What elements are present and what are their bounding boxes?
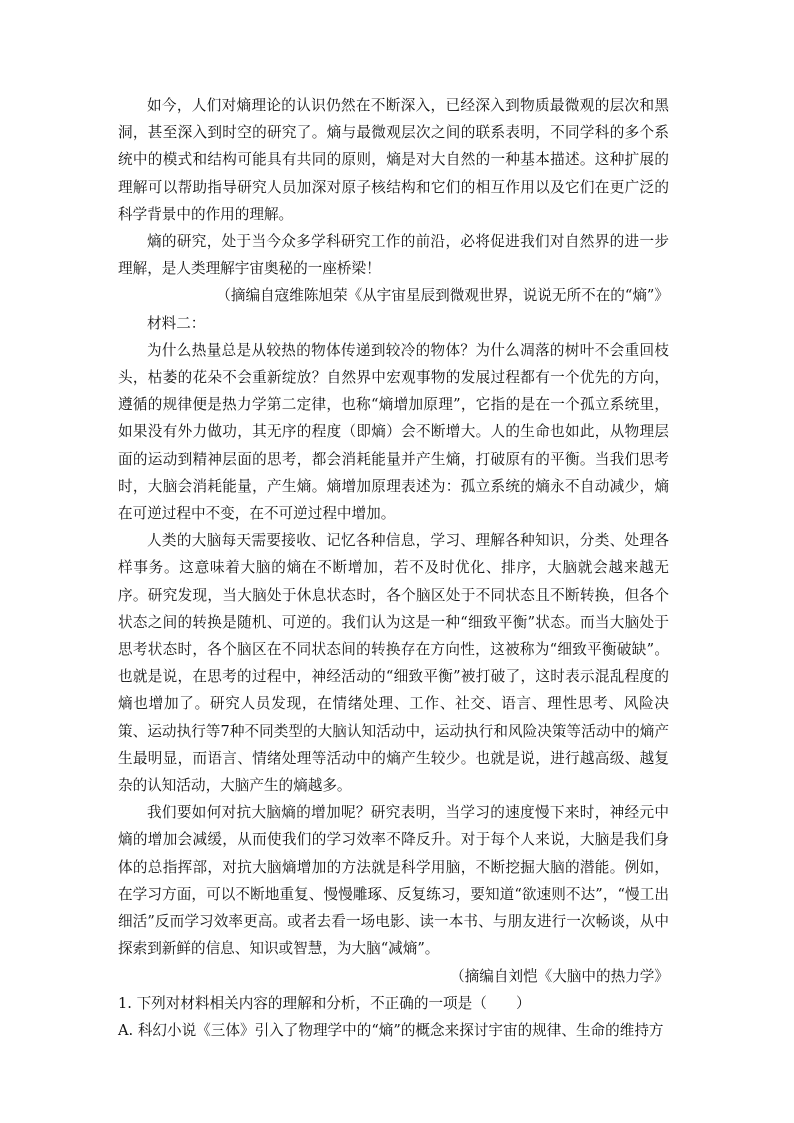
question-1-stem: 1. 下列对材料相关内容的理解和分析，不正确的一项是（ ） [118, 994, 531, 1012]
material2-paragraph-3: 我们要如何对抗大脑熵的增加呢？研究表明，当学习的速度慢下来时，神经元中熵的增加会减缓，从而使我们的学习效率不降反升。对于每个人来说，大脑是我们身体的总指挥部，对抗大脑熵增加的方法就是科学用脑，不断挖掘大脑的潜能。例如，在学习方面，可以不断地重复、慢慢雕琢、反复练习，要知道“欲速则不达”，“慢工出细活”反而学习效率更高。或者去看一场电影、读一本书、与朋友进行一次畅谈，从中探索到新鲜的信息、知识或智慧，为大脑“减熵”。 [118, 804, 669, 958]
material1-paragraph-1: 如今，人们对熵理论的认识仍然在不断深入，已经深入到物质最微观的层次和黑洞，甚至深入到时空的研究了。熵与最微观层次之间的联系表明，不同学科的多个系统中的模式和结构可能具有共同的原则，熵是对大自然的一种基本描述。这种扩展的理解可以帮助指导研究人员加深对原子核结构和它们的相互作用以及它们在更广泛的科学背景中的作用的理解。 [118, 97, 669, 223]
material1-source: （摘编自寇维陈旭荣《从宇宙星辰到微观世界，说说无所不在的“熵”》 [216, 287, 669, 305]
document-page [118, 92, 669, 1044]
material2-source: （摘编自刘恺《大脑中的热力学》 [450, 967, 669, 985]
question-1-option-a: A. 科幻小说《三体》引入了物理学中的“熵”的概念来探讨宇宙的规律、生命的维持方 [118, 1021, 664, 1039]
material2-paragraph-2: 人类的大脑每天需要接收、记忆各种信息，学习、理解各种知识，分类、处理各样事务。这意味着大脑的熵在不断增加，若不及时优化、排序，大脑就会越来越无序。研究发现，当大脑处于休息状态时，各个脑区处于不同状态且不断转换，但各个状态之间的转换是随机、可逆的。我们认为这是一种“细致平衡”状态。而当大脑处于思考状态时，各个脑区在不同状态间的转换存在方向性，这被称为“细致平衡破缺”。也就是说，在思考的过程中，神经活动的“细致平衡”被打破了，这时表示混乱程度的熵也增加了。研究人员发现，在情绪处理、工作、社交、语言、理性思考、风险决策、运动执行等7种不同类型的大脑认知活动中，运动执行和风险决策等活动中的熵产生最明显，而语言、情绪处理等活动中的熵产生较少。也就是说，进行越高级、越复杂的认知活动，大脑产生的熵越多。 [118, 532, 669, 795]
material2-label: 材料二： [147, 314, 206, 332]
material1-paragraph-2: 熵的研究，处于当今众多学科研究工作的前沿，必将促进我们对自然界的进一步理解，是人类理解宇宙奥秘的一座桥梁！ [118, 233, 669, 278]
material2-paragraph-1: 为什么热量总是从较热的物体传递到较冷的物体？为什么凋落的树叶不会重回枝头，枯萎的花朵不会重新绽放？自然界中宏观事物的发展过程都有一个优先的方向，遵循的规律便是热力学第二定律，也称“熵增加原理”，它指的是在一个孤立系统里，如果没有外力做功，其无序的程度（即熵）会不断增大。人的生命也如此，从物理层面的运动到精神层面的思考，都会消耗能量并产生熵，打破原有的平衡。当我们思考时，大脑会消耗能量，产生熵。熵增加原理表述为：孤立系统的熵永不自动减少，熵在可逆过程中不变，在不可逆过程中增加。 [118, 341, 669, 523]
